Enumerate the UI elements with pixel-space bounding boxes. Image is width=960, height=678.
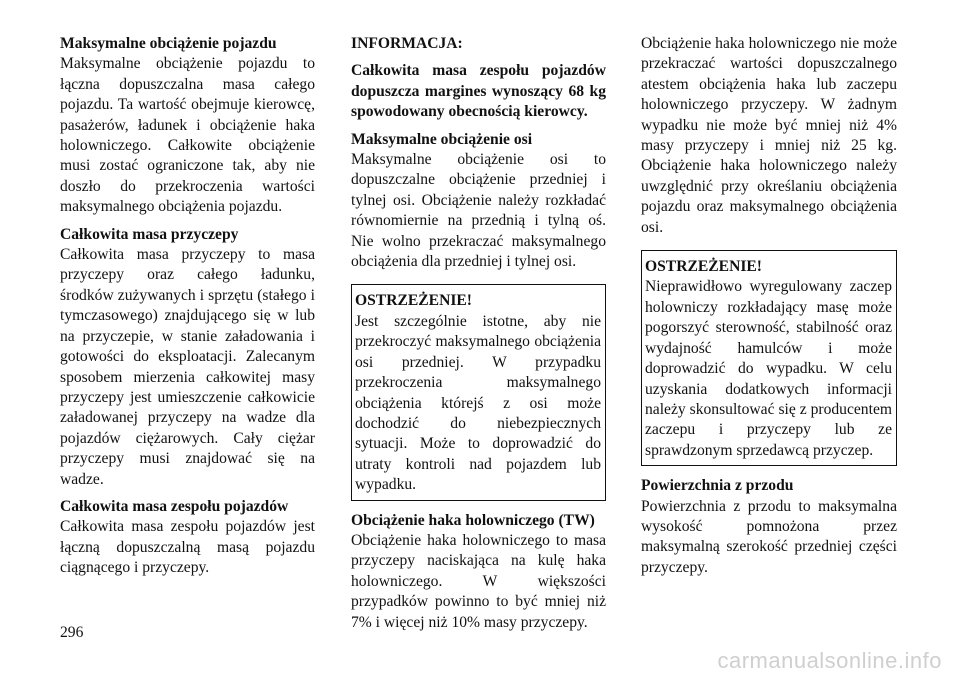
warning-text: Jest szczególnie istotne, aby nie przekroczyć maksymalnego obciążenia osi przedniej. W przypadku przekroczenia maksymalnego obciążenia którejś z osi może dochodzić do niebezpiecznych sytuacji. Może to doprowadzić do utraty kontroli nad pojazdem lub wypadku.	[355, 312, 601, 494]
warning-box	[351, 284, 606, 500]
column-middle	[351, 34, 606, 640]
page-number: 296	[60, 624, 84, 641]
section-max-axle-load	[351, 130, 606, 273]
section-tongue-weight-cont	[641, 34, 897, 238]
warning-text: Nieprawidłowo wyregulowany zaczep holowniczy rozkładający masę może pogorszyć sterowność, stabilność oraz wydajność hamulców i może doprowadzić do wypadku. W celu uzyskania dodatkowych informacji należy skonsultować się z producentem zaczepu i przyczepy lub ze sprawdzonym sprzedawcą przyczep.	[645, 278, 892, 459]
section-text: Powierzchnia z przodu to maksymalna wysokość pomnożona przez maksymalną szerokość przedniej części przyczepy.	[641, 497, 897, 576]
column-left	[60, 34, 315, 586]
section-heading: Maksymalne obciążenie osi	[351, 130, 533, 148]
section-text: Całkowita masa przyczepy to masa przyczepy oraz całego ładunku, środków zużywanych i sprzętu (stałego i tymczasowego) znajdującego się w lub na przyczepie, w stanie załadowania i gotowości do eksploatacji. Zalecanym sposobem mierzenia całkowitej masy przyczepy jest umieszczenie całkowicie załadowanej przyczepy na wadze dla pojazdów ciężarowych. Cały ciężar przyczepy musi znajdować się na wadze.	[60, 246, 315, 488]
section-heading: Maksymalne obciążenie pojazdu	[60, 35, 277, 52]
info-note	[351, 34, 606, 123]
info-text: Całkowita masa zespołu pojazdów dopuszcza margines wynoszący 68 kg spowodowany obecnością kierowcy.	[351, 62, 606, 121]
section-tongue-weight	[351, 511, 606, 633]
section-heading: Powierzchnia z przodu	[641, 477, 794, 495]
warning-title: OSTRZEŻENIE!	[645, 258, 762, 276]
section-text: Obciążenie haka holowniczego nie może przekraczać wartości dopuszczalnego atestem obciążenia haka lub zaczepu holowniczego przyczepy. W żadnym wypadku nie może być mniej niż 4% masy przyczepy i mniej niż 25 kg. Obciążenie haka holowniczego należy uwzględnić przy określaniu obciążenia pojazdu oraz maksymalnego obciążenia osi.	[641, 35, 897, 236]
section-total-trailer-mass	[60, 225, 315, 490]
section-combined-mass	[60, 497, 315, 579]
warning-title: OSTRZEŻENIE!	[355, 292, 472, 310]
info-heading: INFORMACJA:	[351, 35, 463, 52]
watermark: carmanualsonline.info	[717, 648, 942, 673]
section-max-vehicle-load	[60, 34, 315, 218]
section-text: Maksymalne obciążenie pojazdu to łączna dopuszczalna masa całego pojazdu. Ta wartość obejmuje kierowcę, pasażerów, ładunek i obciążenie haka holowniczego. Całkowite obciążenie musi zostać ograniczone tak, aby nie doszło do przekroczenia wartości maksymalnego obciążenia pojazdu.	[60, 55, 315, 216]
section-text: Maksymalne obciążenie osi to dopuszczalne obciążenie przedniej i tylnej osi. Obciążenie należy rozkładać równomiernie na przednią i tylną oś. Nie wolno przekraczać maksymalnego obciążenia dla przedniej i tylnej osi.	[351, 151, 606, 271]
section-heading: Obciążenie haka holowniczego (TW)	[351, 511, 595, 529]
section-text: Całkowita masa zespołu pojazdów jest łączną dopuszczalną masą pojazdu ciągnącego i przyczepy.	[60, 518, 315, 577]
section-frontal-area	[641, 476, 897, 578]
section-heading: Całkowita masa zespołu pojazdów	[60, 497, 289, 515]
column-right	[641, 34, 897, 585]
section-text: Obciążenie haka holowniczego to masa przyczepy naciskająca na kulę haka holowniczego. W większości przypadków powinno to być mniej niż 7% i więcej niż 10% masy przyczepy.	[351, 531, 606, 631]
warning-box	[641, 250, 897, 466]
section-heading: Całkowita masa przyczepy	[60, 225, 239, 243]
